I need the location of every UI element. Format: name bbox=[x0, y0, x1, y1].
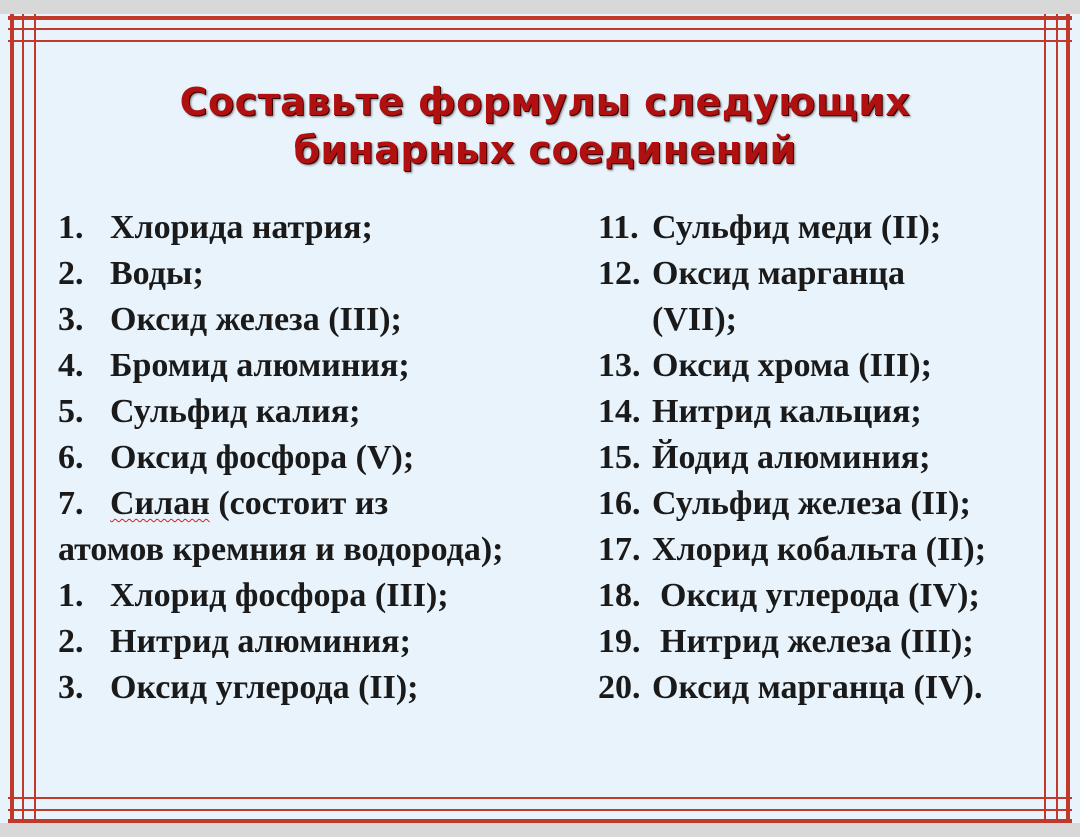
list-item bbox=[58, 573, 578, 619]
item-text: Йодид алюминия; bbox=[652, 439, 931, 476]
item-number: 1. bbox=[58, 209, 84, 246]
item-text: Сульфид меди (II); bbox=[652, 209, 942, 246]
item-number: 5. bbox=[58, 393, 84, 430]
item-text: Хлорид фосфора (III); bbox=[110, 577, 449, 614]
frame-line-left-inner bbox=[34, 14, 36, 823]
list-item-continuation bbox=[58, 527, 578, 573]
item-number: 14. bbox=[598, 393, 641, 430]
list-item bbox=[598, 481, 1058, 527]
list-item bbox=[58, 251, 578, 297]
title-line-2: бинарных соединений bbox=[293, 128, 797, 172]
item-number: 19. bbox=[598, 623, 641, 660]
item-text: Оксид углерода (IV); bbox=[660, 577, 980, 614]
spellcheck-word: Силан bbox=[110, 485, 210, 522]
list-item bbox=[598, 205, 1058, 251]
list-item bbox=[58, 205, 578, 251]
item-number: 17. bbox=[598, 531, 641, 568]
list-item bbox=[58, 343, 578, 389]
list-item bbox=[58, 435, 578, 481]
item-number: 3. bbox=[58, 669, 84, 706]
page-title bbox=[120, 78, 970, 174]
list-item bbox=[58, 389, 578, 435]
item-number: 15. bbox=[598, 439, 641, 476]
item-number: 16. bbox=[598, 485, 641, 522]
list-item bbox=[598, 389, 1058, 435]
item-text: Сульфид железа (II); bbox=[652, 485, 971, 522]
frame-line-bottom-inner bbox=[8, 797, 1072, 799]
item-text: Оксид углерода (II); bbox=[110, 669, 419, 706]
list-item bbox=[598, 343, 1058, 389]
list-item bbox=[598, 619, 1058, 665]
frame-line-bottom-middle bbox=[8, 809, 1072, 811]
item-text: Бромид алюминия; bbox=[110, 347, 410, 384]
item-text bbox=[110, 481, 388, 527]
bottom-band bbox=[0, 823, 1080, 837]
list-item bbox=[598, 665, 1058, 711]
frame-line-top-inner bbox=[8, 40, 1072, 42]
item-number: 20. bbox=[598, 669, 641, 706]
item-text: Нитрид железа (III); bbox=[660, 623, 974, 660]
item-text: Оксид марганца bbox=[652, 255, 906, 292]
item-number: 7. bbox=[58, 485, 84, 522]
frame-line-left-outer bbox=[10, 14, 14, 823]
frame-line-top-middle bbox=[8, 28, 1072, 30]
item-number: 18. bbox=[598, 577, 641, 614]
list-item bbox=[58, 619, 578, 665]
item-text: Воды; bbox=[110, 255, 204, 292]
item-text: Хлорида натрия; bbox=[110, 209, 373, 246]
item-number: 3. bbox=[58, 301, 84, 338]
frame-line-top-outer bbox=[8, 16, 1072, 20]
item-number: 4. bbox=[58, 347, 84, 384]
top-band bbox=[0, 0, 1080, 14]
item-text: Оксид хрома (III); bbox=[652, 347, 932, 384]
item-text: Хлорид кобальта (II); bbox=[652, 531, 987, 568]
list-item bbox=[58, 481, 578, 527]
item-number: 1. bbox=[58, 577, 84, 614]
list-item bbox=[598, 527, 1058, 573]
item-text-continuation: атомов кремния и водорода); bbox=[58, 531, 504, 568]
item-number: 6. bbox=[58, 439, 84, 476]
item-number: 2. bbox=[58, 255, 84, 292]
item-text: Сульфид калия; bbox=[110, 393, 361, 430]
item-text: Нитрид кальция; bbox=[652, 393, 922, 430]
item-number: 13. bbox=[598, 347, 641, 384]
item-number: 11. bbox=[598, 209, 639, 246]
title-line-1: Составьте формулы следующих bbox=[179, 80, 911, 124]
list-item bbox=[58, 297, 578, 343]
frame-line-right-outer bbox=[1066, 14, 1070, 823]
frame-line-left-middle bbox=[22, 14, 24, 823]
item-text: Нитрид алюминия; bbox=[110, 623, 411, 660]
item-text-rest: (состоит из bbox=[209, 485, 389, 522]
item-text-continuation: (VII); bbox=[652, 301, 737, 338]
item-text: Оксид марганца (IV). bbox=[652, 669, 983, 706]
list-item bbox=[598, 251, 1058, 297]
frame-line-bottom-outer bbox=[8, 819, 1072, 823]
left-column bbox=[58, 205, 578, 711]
list-item bbox=[598, 435, 1058, 481]
item-text: Оксид железа (III); bbox=[110, 301, 402, 338]
list-item bbox=[598, 573, 1058, 619]
list-item bbox=[58, 665, 578, 711]
right-column bbox=[598, 205, 1058, 711]
item-number: 12. bbox=[598, 255, 641, 292]
list-item-continuation bbox=[598, 297, 1058, 343]
item-number: 2. bbox=[58, 623, 84, 660]
item-text: Оксид фосфора (V); bbox=[110, 439, 415, 476]
